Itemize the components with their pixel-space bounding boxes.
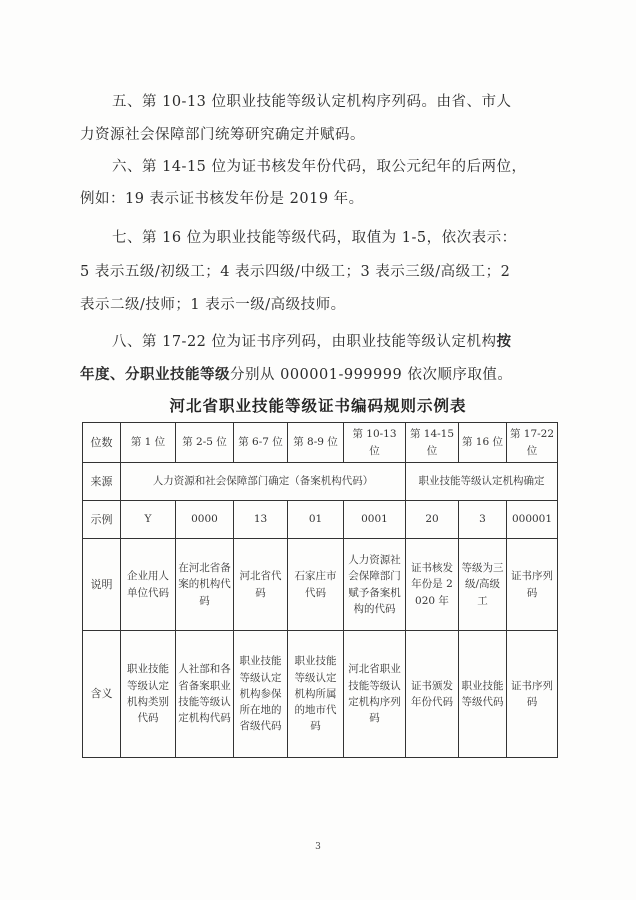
cell-digits-4: 第 8-9 位 (288, 423, 344, 463)
paragraph-5-line-2: 力资源社会保障部门统筹研究确定并赋码。 (80, 127, 365, 143)
cell-meaning-8: 证书序列码 (507, 631, 558, 758)
cell-example-3: 13 (234, 501, 288, 539)
cell-desc-6: 证书核发年份是 2020 年 (406, 539, 459, 631)
cell-example-4: 01 (288, 501, 344, 539)
row-label-meaning: 含义 (83, 631, 121, 758)
cell-digits-3: 第 6-7 位 (234, 423, 288, 463)
row-label-example: 示例 (83, 501, 121, 539)
table-row-meaning (83, 631, 558, 758)
cell-digits-6: 第 14-15 位 (406, 423, 459, 463)
paragraph-7-line-3: 表示二级/技师；1 表示一级/高级技师。 (80, 297, 346, 313)
cell-example-7: 3 (459, 501, 507, 539)
cell-meaning-2: 人社部和各省备案职业技能等级认定机构代码 (176, 631, 234, 758)
page-number: 3 (315, 842, 321, 852)
cell-desc-1: 企业用人单位代码 (121, 539, 176, 631)
cell-desc-4: 石家庄市代码 (288, 539, 344, 631)
row-label-source: 来源 (83, 463, 121, 501)
cell-meaning-4: 职业技能等级认定机构所属的地市代码 (288, 631, 344, 758)
paragraph-7-line-1: 七、第 16 位为职业技能等级代码，取值为 1-5，依次表示： (112, 230, 517, 246)
cell-desc-2: 在河北省备案的机构代码 (176, 539, 234, 631)
cell-digits-8: 第 17-22 位 (507, 423, 558, 463)
cell-source-right: 职业技能等级认定机构确定 (406, 463, 558, 501)
cell-meaning-7: 职业技能等级代码 (459, 631, 507, 758)
cell-example-2: 0000 (176, 501, 234, 539)
cell-meaning-1: 职业技能等级认定机构类别代码 (121, 631, 176, 758)
cell-digits-2: 第 2-5 位 (176, 423, 234, 463)
cell-meaning-5: 河北省职业技能等级认定机构序列码 (344, 631, 406, 758)
cell-source-left: 人力资源和社会保障部门确定（备案机构代码） (121, 463, 406, 501)
paragraph-6-line-1: 六、第 14-15 位为证书核发年份代码，取公元纪年的后两位， (112, 159, 527, 175)
cell-example-1: Y (121, 501, 176, 539)
table-row-example (83, 501, 558, 539)
table-row-source (83, 463, 558, 501)
cell-digits-1: 第 1 位 (121, 423, 176, 463)
row-label-description: 说明 (83, 539, 121, 631)
cell-example-5: 0001 (344, 501, 406, 539)
paragraph-8-line-1 (112, 330, 512, 351)
paragraph-8-line-2 (80, 363, 512, 384)
cell-digits-7: 第 16 位 (459, 423, 507, 463)
table-row-digits (83, 423, 558, 463)
paragraph-7-line-2: 5 表示五级/初级工；4 表示四级/中级工；3 表示三级/高级工；2 (80, 264, 511, 280)
paragraph-8-line-2-text: 分别从 000001-999999 依次顺序取值。 (230, 367, 513, 383)
code-rule-table (82, 422, 558, 758)
cell-digits-5: 第 10-13 位 (344, 423, 406, 463)
cell-desc-3: 河北省代码 (234, 539, 288, 631)
cell-example-6: 20 (406, 501, 459, 539)
row-label-digits: 位数 (83, 423, 121, 463)
table-title: 河北省职业技能等级证书编码规则示例表 (169, 397, 467, 415)
cell-desc-5: 人力资源社会保障部门赋予备案机构的代码 (344, 539, 406, 631)
cell-meaning-6: 证书颁发年份代码 (406, 631, 459, 758)
cell-meaning-3: 职业技能等级认定机构参保所在地的省级代码 (234, 631, 288, 758)
paragraph-6-line-2: 例如：19 表示证书核发年份是 2019 年。 (80, 191, 364, 207)
cell-example-8: 000001 (507, 501, 558, 539)
cell-desc-7: 等级为三级/高级工 (459, 539, 507, 631)
cell-desc-8: 证书序列码 (507, 539, 558, 631)
paragraph-8-line-1-bold: 按 (496, 333, 512, 350)
paragraph-8-line-1-text: 八、第 17-22 位为证书序列码，由职业技能等级认定机构 (112, 334, 497, 350)
paragraph-5-line-1: 五、第 10-13 位职业技能等级认定机构序列码。由省、市人 (112, 94, 512, 110)
table-row-description (83, 539, 558, 631)
paragraph-8-line-2-bold: 年度、分职业技能等级 (80, 366, 230, 383)
